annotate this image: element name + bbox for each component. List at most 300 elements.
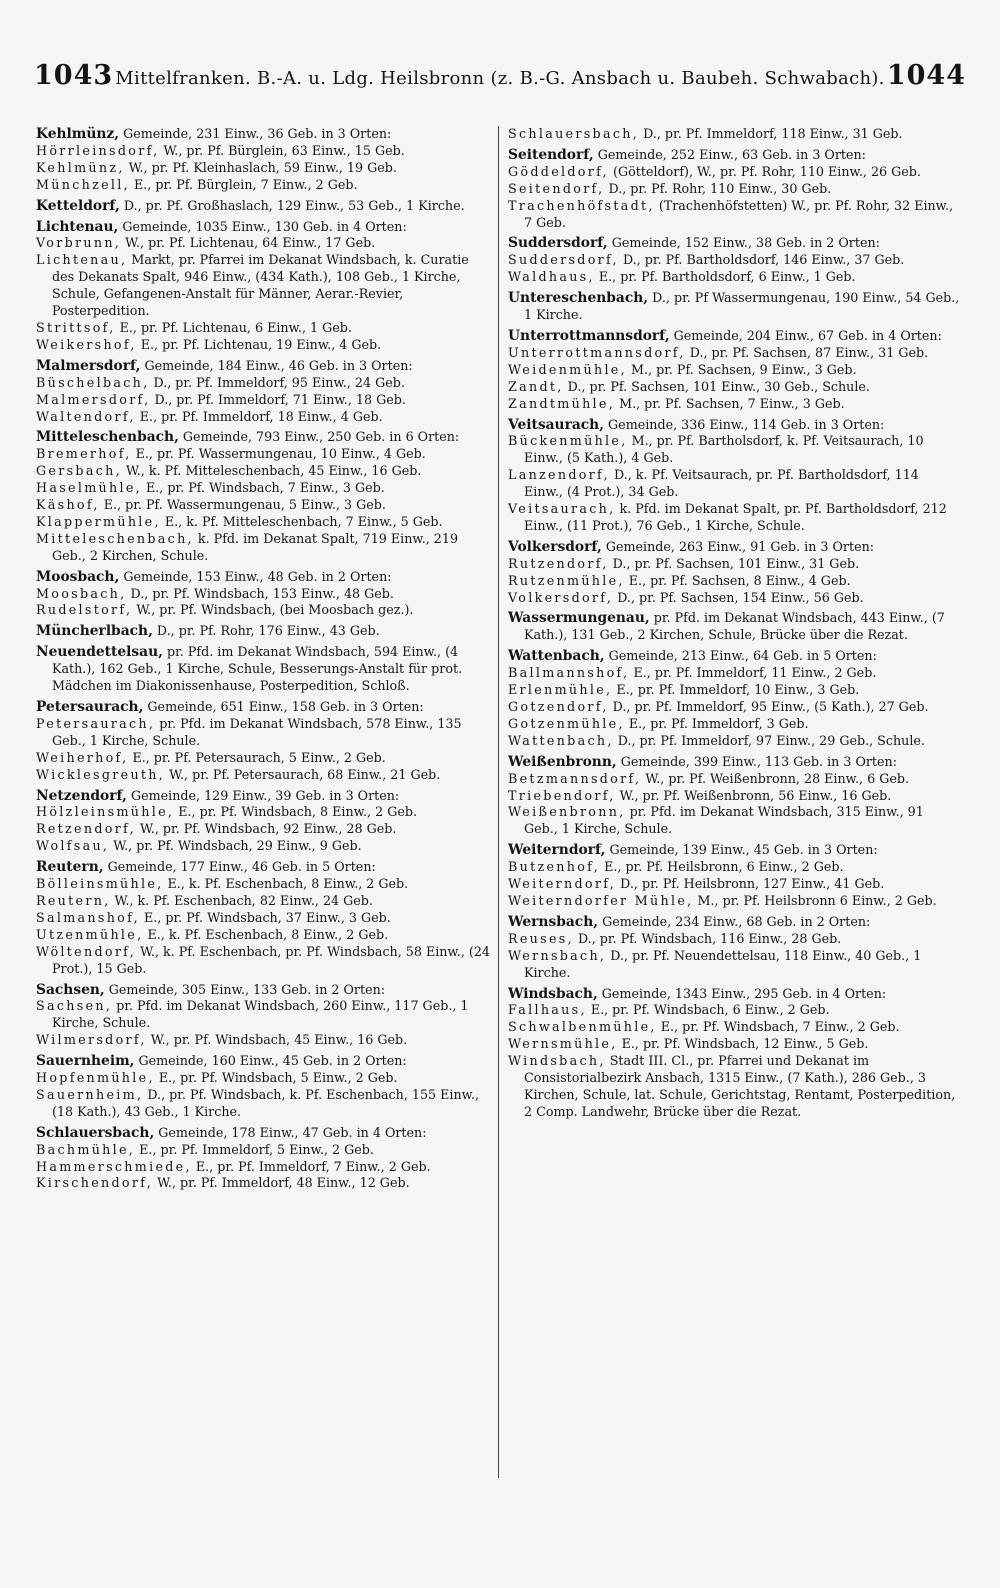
place-details: D., pr. Pf. Bartholdsdorf, 146 Einw., 37 Geb.	[618, 252, 905, 268]
place-details: E., pr. Pf. Windsbach, 12 Einw., 5 Geb.	[617, 1036, 869, 1052]
place-name: Waltendorf,	[36, 408, 136, 424]
place-details: E., pr. Pf. Bürglein, 7 Einw., 2 Geb.	[129, 176, 358, 192]
municipality-info: Gemeinde, 129 Einw., 39 Geb. in 3 Orten:	[126, 787, 400, 803]
place-entry	[36, 514, 490, 531]
municipality-info: Gemeinde, 234 Einw., 68 Geb. in 2 Orten:	[598, 913, 871, 929]
municipality-name: Petersaurach,	[36, 699, 144, 715]
place-details: E., pr. Pf. Bartholdsdorf, 6 Einw., 1 Geb.	[594, 269, 856, 285]
place-details: D., pr. Pf. Immeldorf, 95 Einw., (5 Kath.), 27 Geb.	[608, 699, 929, 714]
municipality-group	[36, 859, 490, 977]
municipality-name: Schlauersbach,	[36, 1124, 155, 1141]
place-details: E., k. Pf. Eschenbach, 8 Einw., 2 Geb.	[143, 926, 389, 942]
municipality-group	[36, 982, 490, 1050]
place-details: D., pr. Pf. Sachsen, 87 Einw., 31 Geb.	[685, 344, 929, 360]
place-entry	[36, 235, 490, 252]
place-entry	[508, 733, 960, 750]
municipality-group	[508, 539, 960, 607]
place-entry	[36, 1087, 490, 1121]
place-name: Erlenmühle,	[508, 682, 613, 698]
place-details: D., pr. Pf. Neuendettelsau, 118 Einw., 40 Geb., 1 Kirche.	[524, 947, 922, 980]
place-name: Käshof,	[36, 497, 100, 513]
place-details: E., pr. Pf. Petersaurach, 5 Einw., 2 Geb.	[128, 749, 386, 765]
municipality-info: Gemeinde, 139 Einw., 45 Geb. in 3 Orten:	[605, 842, 878, 858]
municipality-heading	[36, 859, 490, 876]
municipality-name: Seitendorf,	[508, 146, 594, 163]
municipality-group	[36, 429, 490, 564]
place-details: E., pr. Pf. Immeldorf, 5 Einw., 2 Geb.	[135, 1141, 374, 1157]
place-details: W., pr. Pf. Kleinhaslach, 59 Einw., 19 Geb.	[124, 159, 397, 175]
place-entry	[36, 893, 490, 910]
place-name: Malmersdorf,	[36, 391, 151, 407]
place-entry	[508, 198, 960, 232]
municipality-group	[508, 235, 960, 286]
municipality-info: Gemeinde, 399 Einw., 113 Geb. in 3 Orten:	[616, 753, 897, 769]
place-details: Stadt III. Cl., pr. Pfarrei und Dekanat im Consistorialbezirk Ansbach, 1315 Einw., (7 Kath.), 286 Geb., 3 Kirchen, Schule, lat. Schule, Gerichtstag, Rentamt, Posterpedition, 2 Comp. Landwehr, Brücke über die Rezat.	[524, 1053, 956, 1119]
place-details: M., pr. Pf. Sachsen, 7 Einw., 3 Geb.	[615, 395, 845, 411]
place-details: E., pr. Pf. Windsbach, 37 Einw., 3 Geb.	[139, 909, 391, 925]
place-entry	[508, 556, 960, 573]
place-entry	[36, 876, 490, 893]
place-details: E., pr. Pf. Immeldorf, 11 Einw., 2 Geb.	[629, 665, 877, 681]
municipality-heading	[508, 842, 960, 859]
place-entry	[36, 252, 490, 320]
place-details: D., pr. Pf. Sachsen, 101 Einw., 30 Geb., Schule.	[563, 378, 870, 394]
place-entry	[36, 1175, 490, 1192]
municipality-info: Gemeinde, 153 Einw., 48 Geb. in 2 Orten:	[119, 568, 392, 584]
municipality-group	[36, 644, 490, 695]
municipality-name: Lichtenau,	[36, 218, 119, 235]
place-details: D., pr. Pf. Immeldorf, 97 Einw., 29 Geb., Schule.	[613, 732, 925, 748]
place-entry	[508, 467, 960, 501]
place-details: D., pr. Pf. Windsbach, 153 Einw., 48 Geb.	[126, 585, 394, 601]
municipality-info: Gemeinde, 263 Einw., 91 Geb. in 3 Orten:	[601, 538, 875, 554]
place-entry	[36, 375, 490, 392]
place-details: D., pr. Pf. Windsbach, k. Pf. Eschenbach, 155 Einw., (18 Kath.), 43 Geb., 1 Kirche.	[52, 1086, 480, 1119]
municipality-group	[508, 842, 960, 910]
municipality-heading	[36, 644, 490, 695]
place-name: Kehlmünz,	[36, 159, 125, 175]
municipality-heading	[508, 290, 960, 324]
municipality-group	[508, 914, 960, 982]
place-entry	[508, 804, 960, 838]
place-details: D., pr. Pf. Sachsen, 154 Einw., 56 Geb.	[613, 589, 864, 605]
place-details: pr. Pfd. im Dekanat Windsbach, 260 Einw., 117 Geb., 1 Kirche, Schule.	[52, 998, 469, 1031]
municipality-group	[508, 648, 960, 749]
place-name: Klappermühle,	[36, 513, 161, 529]
place-name: Rutzendorf,	[508, 555, 609, 571]
place-name: Vorbrunn,	[36, 235, 122, 251]
place-details: E., pr. Pf. Windsbach, 5 Einw., 2 Geb.	[154, 1070, 398, 1086]
place-name: Weikershof,	[36, 336, 137, 352]
place-name: Seitendorf,	[508, 180, 605, 196]
place-name: Petersaurach,	[36, 715, 156, 731]
place-name: Wernsbach,	[508, 947, 607, 963]
place-entry	[508, 948, 960, 982]
place-entry	[36, 838, 490, 855]
place-name: Volkersdorf,	[508, 589, 614, 605]
place-entry	[36, 320, 490, 337]
place-details: W., pr. Pf. Windsbach, 29 Einw., 9 Geb.	[109, 838, 362, 854]
right-page-number: 1044	[886, 60, 966, 91]
place-details: (Trachenhöfstetten) W., pr. Pf. Rohr, 32 Einw., 7 Geb.	[524, 197, 954, 230]
municipality-info: Gemeinde, 793 Einw., 250 Geb. in 6 Orten:	[178, 429, 460, 445]
municipality-name: Windsbach,	[508, 985, 598, 1002]
place-entry	[508, 931, 960, 948]
municipality-heading	[36, 219, 490, 236]
place-details: W., pr. Pf. Windsbach, 45 Einw., 16 Geb.	[146, 1032, 408, 1048]
municipality-name: Untereschenbach,	[508, 290, 649, 307]
place-details: E., pr. Pf. Immeldorf, 3 Geb.	[624, 715, 809, 731]
municipality-heading	[508, 914, 960, 931]
place-details: k. Pfd. im Dekanat Spalt, 719 Einw., 219 Geb., 2 Kirchen, Schule.	[52, 530, 459, 563]
place-name: Weiterndorf,	[508, 876, 617, 892]
place-name: Schwalbenmühle,	[508, 1019, 657, 1035]
place-entry	[36, 480, 490, 497]
place-entry	[36, 1142, 490, 1159]
municipality-info: Gemeinde, 184 Einw., 46 Geb. in 3 Orten:	[140, 357, 413, 373]
place-entry	[508, 1019, 960, 1036]
place-details: W., pr. Pf. Lichtenau, 64 Einw., 17 Geb.	[121, 235, 376, 251]
place-details: D., pr. Pf. Sachsen, 101 Einw., 31 Geb.	[608, 555, 860, 571]
municipality-name: Malmersdorf,	[36, 357, 141, 374]
place-entry	[508, 699, 960, 716]
place-entry	[508, 396, 960, 413]
municipality-name: Wattenbach,	[508, 648, 605, 665]
place-details: E., pr. Pf. Windsbach, 7 Einw., 2 Geb.	[656, 1019, 900, 1035]
place-details: E., pr. Pf. Lichtenau, 6 Einw., 1 Geb.	[115, 319, 352, 335]
place-details: W., k. Pf. Eschenbach, pr. Pf. Windsbach, 58 Einw., (24 Prot.), 15 Geb.	[52, 943, 490, 976]
place-name: Wattenbach,	[508, 732, 614, 748]
municipality-heading	[508, 328, 960, 345]
place-name: Bölleinsmühle,	[36, 876, 164, 892]
place-name: Zandt,	[508, 378, 564, 394]
running-title: Mittelfranken. B.-A. u. Ldg. Heilsbronn (z. B.-G. Ansbach u. Baubeh. Schwabach).	[115, 68, 885, 89]
place-name: Gersbach,	[36, 463, 122, 479]
place-name: Weiherhof,	[36, 749, 129, 765]
place-entry	[36, 392, 490, 409]
place-name: Zandtmühle,	[508, 395, 616, 411]
municipality-group	[36, 699, 490, 784]
place-details: D., pr. Pf. Immeldorf, 71 Einw., 18 Geb.	[150, 391, 406, 407]
place-entry	[508, 682, 960, 699]
page-header	[34, 60, 966, 100]
municipality-heading	[36, 126, 490, 143]
left-column	[36, 126, 490, 1196]
municipality-group	[508, 126, 960, 143]
municipality-info: D., pr. Pf. Großhaslach, 129 Einw., 53 Geb., 1 Kirche.	[119, 197, 465, 213]
place-details: W., pr. Pf. Immeldorf, 48 Einw., 12 Geb.	[153, 1175, 410, 1191]
municipality-heading	[508, 417, 960, 434]
place-details: W., pr. Pf. Windsbach, (bei Moosbach gez.).	[132, 602, 414, 618]
place-name: Bückenmühle,	[508, 433, 628, 449]
municipality-group	[508, 986, 960, 1121]
municipality-group	[508, 417, 960, 535]
place-name: Rutzenmühle,	[508, 572, 625, 588]
municipality-info: Gemeinde, 177 Einw., 46 Geb. in 5 Orten:	[103, 859, 376, 875]
place-entry	[508, 164, 960, 181]
place-entry	[508, 573, 960, 590]
place-entry	[36, 1032, 490, 1049]
municipality-name: Unterrottmannsdorf,	[508, 327, 670, 344]
place-name: Suddersdorf,	[508, 252, 619, 268]
municipality-heading	[36, 569, 490, 586]
place-details: W., pr. Pf. Bürglein, 63 Einw., 15 Geb.	[159, 142, 405, 158]
municipality-group	[508, 290, 960, 324]
place-entry	[508, 893, 960, 910]
place-name: Bremerhof,	[36, 446, 132, 462]
place-entry	[508, 788, 960, 805]
municipality-group	[36, 198, 490, 215]
place-entry	[36, 160, 490, 177]
municipality-group	[36, 1053, 490, 1121]
municipality-group	[36, 219, 490, 354]
municipality-info: pr. Pfd. im Dekanat Windsbach, 443 Einw., (7 Kath.), 131 Geb., 2 Kirchen, Schule, Brücke über die Rezat.	[524, 610, 945, 643]
place-entry	[508, 126, 960, 143]
place-entry	[508, 379, 960, 396]
municipality-name: Sauernheim,	[36, 1053, 135, 1070]
municipality-heading	[508, 147, 960, 164]
municipality-group	[508, 754, 960, 839]
place-name: Veitsaurach,	[508, 501, 616, 517]
place-name: Utzenmühle,	[36, 926, 144, 942]
place-details: E., pr. Pf. Immeldorf, 10 Einw., 3 Geb.	[612, 682, 860, 698]
place-name: Schlauersbach,	[508, 126, 640, 141]
municipality-info: Gemeinde, 178 Einw., 47 Geb. in 4 Orten:	[154, 1124, 427, 1140]
place-name: Butzenhof,	[508, 859, 601, 875]
place-entry	[508, 716, 960, 733]
place-entry	[508, 362, 960, 379]
place-name: Lichtenau,	[36, 252, 128, 268]
place-name: Wicklesgreuth,	[36, 766, 166, 782]
place-entry	[36, 821, 490, 838]
place-details: D., pr. Pf. Immeldorf, 95 Einw., 24 Geb.	[149, 374, 405, 390]
place-details: E., pr. Pf. Immeldorf, 18 Einw., 4 Geb.	[135, 408, 383, 424]
place-entry	[36, 1159, 490, 1176]
municipality-name: Neuendettelsau,	[36, 644, 163, 661]
place-entry	[36, 497, 490, 514]
place-entry	[508, 859, 960, 876]
municipality-info: Gemeinde, 651 Einw., 158 Geb. in 3 Orten:	[143, 699, 424, 714]
place-entry	[36, 1070, 490, 1087]
place-entry	[36, 716, 490, 750]
place-entry	[508, 665, 960, 682]
municipality-info: Gemeinde, 1343 Einw., 295 Geb. in 4 Orten:	[597, 985, 887, 1001]
municipality-heading	[36, 358, 490, 375]
municipality-heading	[508, 648, 960, 665]
municipality-heading	[36, 198, 490, 215]
place-name: Salmanshof,	[36, 909, 140, 925]
place-name: Unterrottmannsdorf,	[508, 344, 686, 360]
municipality-name: Reutern,	[36, 859, 104, 876]
place-entry	[36, 177, 490, 194]
place-entry	[36, 750, 490, 767]
place-entry	[508, 590, 960, 607]
place-details: E., pr. Pf. Wassermungenau, 10 Einw., 4 Geb.	[131, 446, 426, 462]
place-details: E., pr. Pf. Immeldorf, 7 Einw., 2 Geb.	[191, 1158, 431, 1174]
place-entry	[36, 586, 490, 603]
place-entry	[508, 876, 960, 893]
column-divider	[498, 126, 499, 1478]
municipality-heading	[508, 235, 960, 252]
place-details: E., k. Pf. Eschenbach, 8 Einw., 2 Geb.	[163, 876, 409, 892]
place-name: Weißenbronn,	[508, 804, 626, 820]
municipality-name: Weißenbronn,	[508, 753, 617, 770]
place-name: Wernsmühle,	[508, 1036, 618, 1052]
municipality-heading	[36, 429, 490, 446]
place-details: Markt, pr. Pfarrei im Dekanat Windsbach, k. Curatie des Dekanats Spalt, 946 Einw., (434 Kath.), 108 Geb., 1 Kirche, Schule, Gefangenen-Anstalt für Männer, Aerar.-Revier, Posterpedition.	[52, 252, 469, 319]
place-entry	[36, 409, 490, 426]
place-details: k. Pfd. im Dekanat Spalt, pr. Pf. Bartholdsdorf, 212 Einw., (11 Prot.), 76 Geb., 1 Kirche, Schule.	[524, 501, 947, 533]
place-name: Triebendorf,	[508, 787, 616, 803]
municipality-group	[36, 623, 490, 640]
place-name: Reutern,	[36, 892, 111, 908]
place-name: Wolfsau,	[36, 838, 110, 854]
place-name: Bachmühle,	[36, 1141, 136, 1157]
municipality-name: Wassermungenau,	[508, 610, 650, 627]
municipality-info: Gemeinde, 213 Einw., 64 Geb. in 5 Orten:	[604, 648, 877, 664]
place-entry	[508, 771, 960, 788]
place-entry	[36, 804, 490, 821]
municipality-info: Gemeinde, 1035 Einw., 130 Geb. in 4 Orten:	[118, 218, 407, 234]
place-details: W., pr. Pf. Weißenbronn, 28 Einw., 6 Geb.	[641, 770, 910, 786]
place-entry	[508, 433, 960, 467]
place-name: Sachsen,	[36, 998, 113, 1014]
place-details: E., pr. Pf. Windsbach, 7 Einw., 3 Geb.	[141, 480, 385, 496]
municipality-group	[36, 788, 490, 856]
municipality-info: pr. Pfd. im Dekanat Windsbach, 594 Einw., (4 Kath.), 162 Geb., 1 Kirche, Schule, Besserungs-Anstalt für prot. Mädchen im Diakonissenhause, Posterpedition, Schloß.	[52, 644, 463, 694]
municipality-heading	[36, 982, 490, 999]
place-name: Kirschendorf,	[36, 1175, 154, 1191]
municipality-name: Ketteldorf,	[36, 197, 120, 214]
place-name: Moosbach,	[36, 585, 127, 601]
municipality-info: Gemeinde, 252 Einw., 63 Geb. in 3 Orten:	[593, 146, 866, 162]
place-details: E., pr. Pf. Windsbach, 6 Einw., 2 Geb.	[586, 1002, 830, 1018]
place-entry	[36, 910, 490, 927]
place-entry	[36, 927, 490, 944]
place-details: (Götteldorf), W., pr. Pf. Rohr, 110 Einw., 26 Geb.	[609, 163, 921, 179]
place-name: Göddeldorf,	[508, 163, 609, 179]
municipality-name: Sachsen,	[36, 981, 105, 998]
municipality-name: Kehlmünz,	[36, 126, 120, 142]
municipality-group	[36, 126, 490, 194]
place-name: Windsbach,	[508, 1053, 606, 1069]
place-details: D., pr. Pf. Rohr, 110 Einw., 30 Geb.	[604, 180, 832, 196]
municipality-name: Suddersdorf,	[508, 235, 608, 252]
place-name: Büschelbach,	[36, 374, 150, 390]
place-name: Fallhaus,	[508, 1002, 587, 1018]
place-details: D., pr. Pf. Immeldorf, 118 Einw., 31 Geb.	[639, 126, 903, 141]
place-name: Strittsof,	[36, 319, 116, 335]
place-name: Retzendorf,	[36, 821, 136, 837]
municipality-info: Gemeinde, 152 Einw., 38 Geb. in 2 Orten:	[607, 235, 880, 251]
place-name: Hörrleinsdorf,	[36, 142, 160, 158]
municipality-name: Moosbach,	[36, 568, 120, 585]
right-column	[508, 126, 960, 1125]
municipality-heading	[508, 986, 960, 1003]
left-page-number: 1043	[34, 60, 114, 91]
municipality-info: Gemeinde, 160 Einw., 45 Geb. in 2 Orten:	[134, 1053, 407, 1069]
place-entry	[508, 345, 960, 362]
municipality-info: D., pr. Pf. Rohr, 176 Einw., 43 Geb.	[152, 623, 380, 639]
place-details: E., k. Pf. Mitteleschenbach, 7 Einw., 5 Geb.	[160, 513, 443, 529]
municipality-group	[36, 569, 490, 620]
municipality-heading	[36, 623, 490, 640]
place-entry	[508, 1036, 960, 1053]
municipality-group	[508, 328, 960, 413]
place-details: E., pr. Pf. Wassermungenau, 5 Einw., 3 Geb.	[99, 497, 386, 513]
place-name: Betzmannsdorf,	[508, 770, 642, 786]
place-details: W., pr. Pf. Weißenbronn, 56 Einw., 16 Geb.	[615, 787, 892, 803]
municipality-heading	[508, 610, 960, 644]
municipality-heading	[36, 1053, 490, 1070]
place-entry	[508, 1053, 960, 1121]
municipality-name: Volkersdorf,	[508, 538, 602, 555]
place-name: Hopfenmühle,	[36, 1070, 155, 1086]
municipality-info: Gemeinde, 336 Einw., 114 Geb. in 3 Orten:	[604, 416, 885, 432]
place-details: W., pr. Pf. Petersaurach, 68 Einw., 21 Geb.	[165, 766, 441, 782]
place-name: Reuses,	[508, 930, 574, 946]
municipality-info: Gemeinde, 204 Einw., 67 Geb. in 4 Orten:	[669, 327, 942, 343]
place-details: D., pr. Pf. Heilsbronn, 127 Einw., 41 Geb.	[616, 876, 885, 892]
place-details: M., pr. Pf. Bartholsdorf, k. Pf. Veitsaurach, 10 Einw., (5 Kath.), 4 Geb.	[524, 433, 924, 466]
place-entry	[508, 1002, 960, 1019]
place-details: pr. Pfd. im Dekanat Windsbach, 578 Einw., 135 Geb., 1 Kirche, Schule.	[52, 715, 462, 748]
municipality-heading	[36, 788, 490, 805]
municipality-name: Veitsaurach,	[508, 416, 605, 433]
place-entry	[36, 143, 490, 160]
place-name: Ballmannshof,	[508, 665, 630, 681]
municipality-name: Netzendorf,	[36, 787, 127, 804]
place-entry	[508, 269, 960, 286]
municipality-info: Gemeinde, 305 Einw., 133 Geb. in 2 Orten:	[104, 981, 386, 997]
place-name: Haselmühle,	[36, 480, 142, 496]
place-details: D., pr. Pf. Windsbach, 116 Einw., 28 Geb.	[573, 930, 842, 946]
place-details: E., pr. Pf. Windsbach, 8 Einw., 2 Geb.	[174, 804, 417, 820]
place-name: Wöltendorf,	[36, 943, 137, 959]
place-entry	[36, 446, 490, 463]
place-details: E., pr. Pf. Lichtenau, 19 Einw., 4 Geb.	[136, 336, 382, 352]
place-details: D., k. Pf. Veitsaurach, pr. Pf. Bartholdsdorf, 114 Einw., (4 Prot.), 34 Geb.	[524, 467, 919, 500]
place-details: E., pr. Pf. Sachsen, 8 Einw., 4 Geb.	[624, 572, 851, 588]
place-name: Weiterndorfer Mühle,	[508, 892, 694, 908]
municipality-name: Wernsbach,	[508, 913, 599, 930]
place-details: W., pr. Pf. Windsbach, 92 Einw., 28 Geb.	[135, 821, 397, 837]
place-name: Gotzendorf,	[508, 699, 609, 714]
municipality-group	[36, 1125, 490, 1193]
place-details: W., k. Pf. Mitteleschenbach, 45 Einw., 16 Geb.	[121, 463, 422, 479]
municipality-heading	[36, 699, 490, 716]
place-entry	[36, 767, 490, 784]
municipality-name: Mitteleschenbach,	[36, 429, 179, 446]
place-entry	[36, 602, 490, 619]
place-name: Sauernheim,	[36, 1086, 144, 1102]
place-details: M., pr. Pf. Heilsbronn 6 Einw., 2 Geb.	[693, 892, 937, 908]
place-details: pr. Pfd. im Dekanat Windsbach, 315 Einw., 91 Geb., 1 Kirche, Schule.	[524, 804, 924, 837]
place-name: Weidenmühle,	[508, 361, 627, 377]
place-details: W., k. Pf. Eschenbach, 82 Einw., 24 Geb.	[110, 892, 373, 908]
municipality-heading	[508, 754, 960, 771]
place-details: M., pr. Pf. Sachsen, 9 Einw., 3 Geb.	[626, 361, 857, 377]
place-details: E., pr. Pf. Heilsbronn, 6 Einw., 2 Geb.	[600, 859, 844, 875]
place-name: Mitteleschenbach,	[36, 530, 194, 546]
municipality-heading	[36, 1125, 490, 1142]
place-name: Münchzell,	[36, 176, 130, 192]
place-name: Rudelstorf,	[36, 602, 133, 618]
place-entry	[508, 181, 960, 198]
place-name: Lanzendorf,	[508, 467, 610, 483]
place-name: Trachenhöfstadt,	[508, 197, 655, 213]
municipality-name: Weiterndorf,	[508, 842, 606, 859]
